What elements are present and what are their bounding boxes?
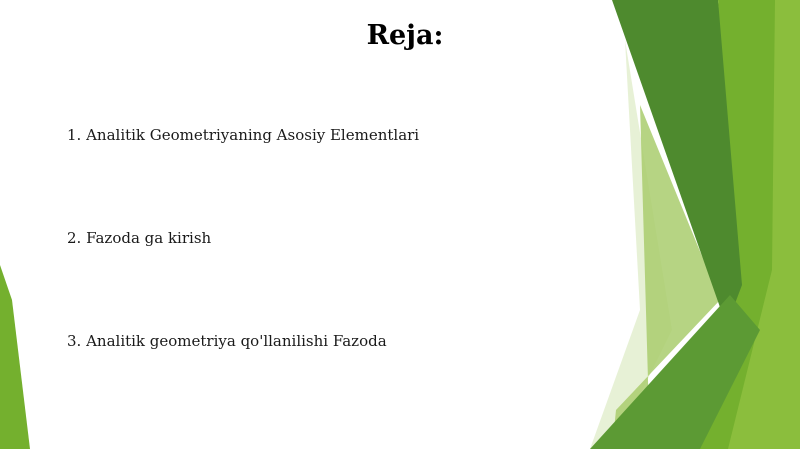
agenda-item-3: 3. Analitik geometriya qo'llanilishi Fazoda xyxy=(67,332,387,350)
slide-title: Reja: xyxy=(366,20,444,51)
agenda-item-2: 2. Fazoda ga kirish xyxy=(67,229,212,247)
left-green-sliver xyxy=(0,265,30,449)
agenda-item-1: 1. Analitik Geometriyaning Asosiy Elementlari xyxy=(67,126,420,144)
